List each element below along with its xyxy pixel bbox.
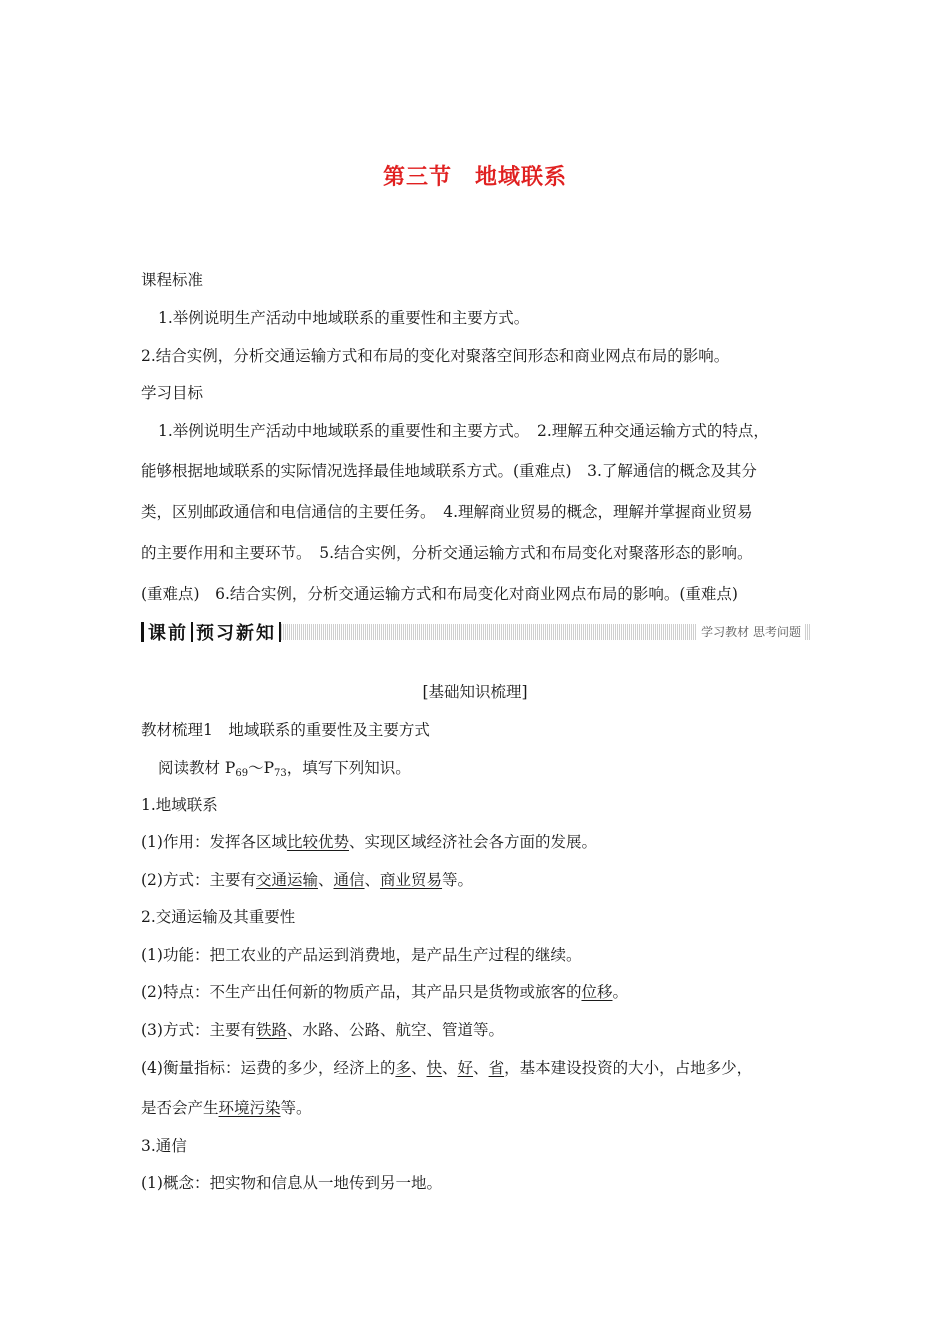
banner-separator-icon: [191, 622, 193, 642]
answer-blank: 好: [457, 1059, 474, 1077]
text: 、: [442, 1059, 458, 1077]
answer-blank: 位移: [581, 983, 613, 1001]
text: 、: [317, 871, 334, 889]
s1-way: [141, 868, 473, 890]
s2-measure-cont: [141, 1096, 312, 1118]
reading-text: ，填写下列知识。: [286, 759, 411, 777]
s2-modes: [141, 1018, 504, 1040]
answer-blank: 通信: [333, 871, 365, 889]
answer-blank: 比较优势: [286, 833, 349, 851]
text: 、实现区域经济社会各方面的发展。: [348, 833, 597, 851]
topic-heading: 教材梳理1 地域联系的重要性及主要方式: [141, 721, 430, 739]
banner-subtitle: 学习教材 思考问题: [697, 623, 805, 641]
reading-text: 阅读教材 P: [158, 759, 236, 777]
s3-heading: 3.通信: [141, 1137, 187, 1155]
banner-title-a: 课前: [148, 623, 188, 644]
answer-blank: 省: [488, 1059, 505, 1077]
goals-line: 1.举例说明生产活动中地域联系的重要性和主要方式。 2.理解五种交通运输方式的特点，: [158, 422, 769, 440]
reading-page-end: 73: [274, 768, 287, 779]
text: 。: [612, 983, 628, 1001]
standard-heading: 课程标准: [141, 271, 204, 289]
banner-separator-icon: [279, 622, 281, 642]
text: ，基本建设投资的大小，占地多少，: [504, 1059, 753, 1077]
page-title: 第三节 地域联系: [382, 165, 567, 190]
standard-item: 2.结合实例，分析交通运输方式和布局的变化对聚落空间形态和商业网点布局的影响。: [141, 347, 730, 365]
s2-measure: [141, 1056, 752, 1078]
text: (1)作用：发挥各区域: [141, 833, 287, 851]
s2-heading: 2.交通运输及其重要性: [141, 908, 296, 926]
reading-instruction: [158, 756, 411, 779]
text: 、: [473, 1059, 489, 1077]
reading-text: ～P: [248, 759, 275, 777]
goals-heading: 学习目标: [141, 384, 204, 402]
goals-line: 的主要作用和主要环节。 5.结合实例，分析交通运输方式和布局变化对聚落形态的影响。: [141, 544, 753, 562]
text: (2)方式：主要有: [141, 871, 256, 889]
goals-line: 类，区别邮政通信和电信通信的主要任务。 4.理解商业贸易的概念，理解并掌握商业贸易: [141, 503, 753, 521]
text: (3)方式：主要有: [141, 1021, 256, 1039]
answer-blank: 快: [426, 1059, 443, 1077]
goals-line: (重难点) 6.结合实例，分析交通运输方式和布局变化对商业网点布局的影响。(重难点): [141, 585, 738, 603]
section-heading: [基础知识梳理]: [422, 683, 528, 701]
banner-title: [141, 620, 284, 644]
text: 、水路、公路、航空、管道等。: [286, 1021, 504, 1039]
text: (2)特点：不生产出任何新的物质产品，其产品只是货物或旅客的: [141, 983, 582, 1001]
banner-title-b: 预习新知: [196, 623, 276, 644]
s2-feature: [141, 980, 628, 1002]
text: 是否会产生: [141, 1099, 219, 1117]
text: 等。: [280, 1099, 312, 1117]
banner-bar-icon: [141, 622, 144, 642]
s1-role: [141, 830, 597, 852]
reading-page-start: 69: [235, 768, 249, 779]
s1-heading: 1.地域联系: [141, 796, 218, 814]
s2-function: (1)功能：把工农业的产品运到消费地，是产品生产过程的继续。: [141, 946, 582, 964]
answer-blank: 多: [395, 1059, 411, 1077]
s3-concept: (1)概念：把实物和信息从一地传到另一地。: [141, 1174, 442, 1192]
text: 、: [364, 871, 381, 889]
answer-blank: 商业贸易: [380, 871, 443, 889]
standard-item: 1.举例说明生产活动中地域联系的重要性和主要方式。: [158, 309, 530, 327]
text: 等。: [442, 871, 474, 889]
section-banner: [141, 620, 811, 644]
answer-blank: 交通运输: [255, 871, 318, 889]
goals-line: 能够根据地域联系的实际情况选择最佳地域联系方式。(重难点) 3.了解通信的概念及其分: [141, 462, 757, 480]
text: (4)衡量指标：运费的多少，经济上的: [141, 1059, 396, 1077]
answer-blank: 环境污染: [218, 1099, 281, 1117]
text: 、: [410, 1059, 427, 1077]
answer-blank: 铁路: [255, 1021, 287, 1039]
